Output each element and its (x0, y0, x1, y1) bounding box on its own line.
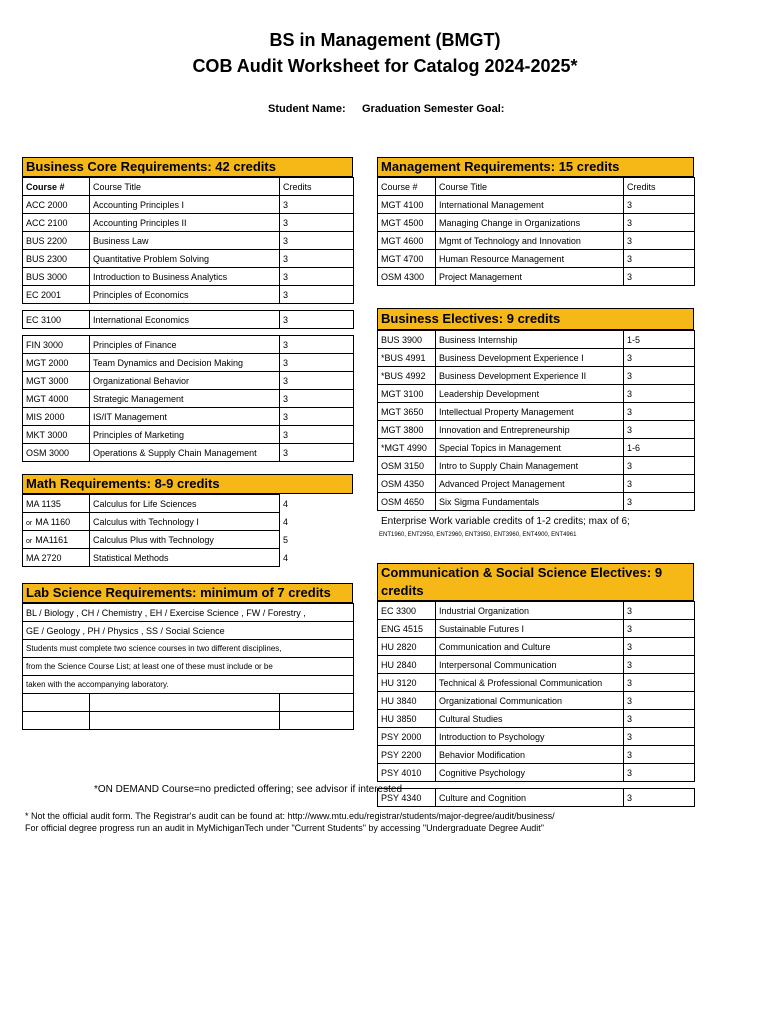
course-credits: 3 (624, 674, 695, 692)
course-credits: 3 (280, 390, 354, 408)
course-credits: 3 (624, 268, 695, 286)
course-credits: 3 (624, 196, 695, 214)
course-title: Industrial Organization (436, 602, 624, 620)
course-title: Intro to Supply Chain Management (436, 457, 624, 475)
table-row (23, 268, 354, 286)
table-row (23, 214, 354, 232)
table-row (23, 372, 354, 390)
course-title: Organizational Behavior (90, 372, 280, 390)
course-number: EC 3100 (23, 311, 90, 329)
table-row (378, 620, 695, 638)
course-credits: 4 (283, 498, 289, 509)
course-title: Principles of Marketing (90, 426, 280, 444)
course-number: ACC 2000 (23, 196, 90, 214)
course-credits: 3 (624, 656, 695, 674)
course-credits: 3 (280, 196, 354, 214)
business-electives-header: Business Electives: 9 credits (377, 308, 694, 330)
course-credits: 3 (280, 336, 354, 354)
course-title: International Management (436, 196, 624, 214)
course-credits: 3 (624, 710, 695, 728)
course-number: BUS 2200 (23, 232, 90, 250)
course-title: Innovation and Entrepreneurship (436, 421, 624, 439)
table-row (23, 408, 354, 426)
course-number: BUS 3000 (23, 268, 90, 286)
course-number: MGT 3100 (378, 385, 436, 403)
management-section (377, 157, 694, 286)
col-title: Course Title (90, 178, 280, 196)
graduation-goal-label: Graduation Semester Goal: (362, 103, 505, 115)
table-row (378, 710, 695, 728)
table-row (23, 549, 354, 567)
course-title: Special Topics in Management (436, 439, 624, 457)
course-title: Cultural Studies (436, 710, 624, 728)
course-credits: 4 (283, 552, 289, 563)
table-row (23, 354, 354, 372)
lab-science-header: Lab Science Requirements: minimum of 7 credits (22, 583, 353, 603)
course-credits: 3 (280, 354, 354, 372)
course-code: MA 1135 (26, 498, 61, 509)
course-code: MA1161 (35, 534, 69, 545)
course-number: PSY 4340 (378, 789, 436, 807)
course-credits: 3 (624, 728, 695, 746)
course-credits: 3 (624, 475, 695, 493)
footnote-registrar: * Not the official audit form. The Registrar's audit can be found at: http://www.mtu.edu/registrar/students/major-degree/audit/business/ (25, 811, 555, 821)
course-number: MGT 4000 (23, 390, 90, 408)
table-row (378, 385, 695, 403)
course-title: Accounting Principles I (90, 196, 280, 214)
course-number: MGT 3000 (23, 372, 90, 390)
course-credits: 3 (624, 349, 695, 367)
course-number: PSY 2200 (378, 746, 436, 764)
table-row (378, 421, 695, 439)
course-number: BUS 3900 (378, 331, 436, 349)
page-subtitle: COB Audit Worksheet for Catalog 2024-2025* (192, 56, 578, 76)
table-row (378, 728, 695, 746)
course-title: Business Development Experience II (436, 367, 624, 385)
table-row (378, 674, 695, 692)
course-credits: 3 (624, 602, 695, 620)
management-header: Management Requirements: 15 credits (377, 157, 694, 177)
course-number: OSM 3000 (23, 444, 90, 462)
col-credits: Credits (624, 178, 695, 196)
course-title: Behavior Modification (436, 746, 624, 764)
course-number: HU 2820 (378, 638, 436, 656)
student-name-label: Student Name: (268, 103, 346, 115)
course-title: Business Development Experience I (436, 349, 624, 367)
business-core-section (22, 157, 353, 462)
course-credits: 3 (624, 250, 695, 268)
table-header-row (378, 178, 695, 196)
course-title: Calculus for Life Sciences (90, 495, 280, 513)
table-row (378, 403, 695, 421)
course-code: MA 1160 (35, 516, 71, 527)
col-title: Course Title (436, 178, 624, 196)
table-row (378, 214, 695, 232)
course-title: IS/IT Management (90, 408, 280, 426)
course-title: Leadership Development (436, 385, 624, 403)
lab-note-1: Students must complete two science courses in two different disciplines, (23, 640, 354, 658)
table-row (23, 286, 354, 304)
course-credits: 3 (624, 232, 695, 250)
course-number: OSM 4650 (378, 493, 436, 511)
course-title: Business Law (90, 232, 280, 250)
alternative-prefix: or (26, 537, 33, 545)
table-row (378, 493, 695, 511)
table-row (23, 531, 354, 549)
course-credits: 3 (280, 250, 354, 268)
table-row (378, 602, 695, 620)
course-number: HU 3120 (378, 674, 436, 692)
course-credits: 3 (624, 385, 695, 403)
course-number: MGT 3650 (378, 403, 436, 421)
course-title: Cognitive Psychology (436, 764, 624, 782)
course-title: Intellectual Property Management (436, 403, 624, 421)
course-title: Culture and Cognition (436, 789, 624, 807)
course-title: Principles of Economics (90, 286, 280, 304)
course-credits: 3 (280, 372, 354, 390)
col-course: Course # (23, 178, 90, 196)
course-number: PSY 2000 (378, 728, 436, 746)
table-row (378, 789, 695, 807)
blank-row (23, 694, 354, 712)
course-title: Human Resource Management (436, 250, 624, 268)
course-title: Operations & Supply Chain Management (90, 444, 280, 462)
table-row (378, 367, 695, 385)
comm-social-table (377, 601, 695, 807)
blank-row (23, 712, 354, 730)
course-credits: 3 (280, 214, 354, 232)
course-credits: 3 (280, 408, 354, 426)
business-electives-section (377, 308, 694, 538)
course-title: Organizational Communication (436, 692, 624, 710)
course-credits: 3 (624, 457, 695, 475)
management-table (377, 177, 695, 286)
course-number: MGT 4100 (378, 196, 436, 214)
course-number: *BUS 4992 (378, 367, 436, 385)
course-number: MGT 4700 (378, 250, 436, 268)
course-title: Calculus Plus with Technology (90, 531, 280, 549)
course-title: Accounting Principles II (90, 214, 280, 232)
course-number (23, 513, 90, 531)
course-number: ACC 2100 (23, 214, 90, 232)
course-credits: 3 (624, 493, 695, 511)
table-row (378, 656, 695, 674)
course-number: HU 3850 (378, 710, 436, 728)
course-credits: 3 (624, 421, 695, 439)
table-row (378, 475, 695, 493)
table-row (23, 426, 354, 444)
course-number: OSM 4350 (378, 475, 436, 493)
lab-science-section (22, 583, 353, 730)
course-credits: 3 (624, 638, 695, 656)
course-credits: 3 (280, 232, 354, 250)
course-title: Managing Change in Organizations (436, 214, 624, 232)
course-title: Mgmt of Technology and Innovation (436, 232, 624, 250)
math-table (22, 494, 354, 567)
table-row (378, 196, 695, 214)
course-number: ENG 4515 (378, 620, 436, 638)
table-row (378, 268, 695, 286)
table-row (378, 457, 695, 475)
table-row (378, 349, 695, 367)
course-title: Strategic Management (90, 390, 280, 408)
table-row (378, 746, 695, 764)
col-credits: Credits (280, 178, 354, 196)
course-title: Quantitative Problem Solving (90, 250, 280, 268)
table-row (23, 513, 354, 531)
lab-note-2: from the Science Course List; at least one of these must include or be (23, 658, 354, 676)
course-number: MGT 4500 (378, 214, 436, 232)
course-number (23, 549, 90, 567)
course-number: MGT 4600 (378, 232, 436, 250)
course-credits: 3 (624, 214, 695, 232)
business-core-header: Business Core Requirements: 42 credits (22, 157, 353, 177)
course-number: OSM 3150 (378, 457, 436, 475)
enterprise-courses: ENT1960, ENT2950, ENT2960, ENT3950, ENT3960, ENT4900, ENT4961 (379, 532, 577, 538)
table-row (378, 638, 695, 656)
table-row (23, 495, 354, 513)
table-header-row (23, 178, 354, 196)
table-row (23, 250, 354, 268)
course-credits: 3 (624, 367, 695, 385)
math-header: Math Requirements: 8-9 credits (22, 474, 353, 494)
course-credits: 3 (624, 403, 695, 421)
course-credits: 1-5 (624, 331, 695, 349)
course-title: Six Sigma Fundamentals (436, 493, 624, 511)
course-title: Advanced Project Management (436, 475, 624, 493)
course-title: Project Management (436, 268, 624, 286)
table-row (23, 232, 354, 250)
course-credits: 3 (624, 746, 695, 764)
course-credits: 3 (280, 426, 354, 444)
table-row (23, 390, 354, 408)
course-code: MA 2720 (26, 552, 62, 563)
course-title: International Economics (90, 311, 280, 329)
lab-disciplines-line2: GE / Geology , PH / Physics , SS / Social Science (23, 622, 354, 640)
course-credits: 3 (624, 692, 695, 710)
course-credits: 5 (283, 534, 289, 545)
course-credits: 3 (280, 268, 354, 286)
course-credits: 3 (624, 620, 695, 638)
table-row (23, 444, 354, 462)
course-title: Communication and Culture (436, 638, 624, 656)
table-row (23, 336, 354, 354)
course-number: BUS 2300 (23, 250, 90, 268)
course-number: *BUS 4991 (378, 349, 436, 367)
math-section (22, 474, 353, 567)
table-row (23, 196, 354, 214)
lab-science-table (22, 603, 354, 730)
on-demand-note: *ON DEMAND Course=no predicted offering; see advisor if interested (94, 784, 403, 795)
business-electives-table (377, 330, 695, 511)
course-number: MGT 3800 (378, 421, 436, 439)
course-number: FIN 3000 (23, 336, 90, 354)
course-credits: 4 (283, 516, 289, 527)
course-number: MIS 2000 (23, 408, 90, 426)
comm-social-header: Communication & Social Science Electives: 9 credits (377, 563, 694, 601)
lab-note-3: taken with the accompanying laboratory. (23, 676, 354, 694)
course-number: EC 3300 (378, 602, 436, 620)
lab-disciplines-line1: BL / Biology , CH / Chemistry , EH / Exercise Science , FW / Forestry , (23, 604, 354, 622)
course-number: HU 3840 (378, 692, 436, 710)
table-row (378, 232, 695, 250)
course-number (23, 495, 90, 513)
business-core-table (22, 177, 354, 462)
footnote-degree-audit: For official degree progress run an audit in MyMichiganTech under "Current Students" by accessing "Undergraduate Degree Audit" (25, 823, 544, 833)
course-number: PSY 4010 (378, 764, 436, 782)
course-number: HU 2840 (378, 656, 436, 674)
col-course: Course # (378, 178, 436, 196)
course-number: EC 2001 (23, 286, 90, 304)
course-title: Statistical Methods (90, 549, 280, 567)
comm-social-section (377, 563, 694, 807)
course-number: MKT 3000 (23, 426, 90, 444)
table-row (23, 311, 354, 329)
course-number: OSM 4300 (378, 268, 436, 286)
course-credits: 3 (280, 311, 354, 329)
course-credits: 3 (280, 444, 354, 462)
course-number: MGT 2000 (23, 354, 90, 372)
page-title: BS in Management (BMGT) (269, 30, 501, 50)
alternative-prefix: or (26, 519, 33, 527)
enterprise-note: Enterprise Work variable credits of 1-2 credits; max of 6; (381, 516, 630, 527)
course-title: Technical & Professional Communication (436, 674, 624, 692)
course-title: Interpersonal Communication (436, 656, 624, 674)
course-title: Introduction to Psychology (436, 728, 624, 746)
table-row (378, 692, 695, 710)
course-title: Sustainable Futures I (436, 620, 624, 638)
course-number: *MGT 4990 (378, 439, 436, 457)
course-credits: 3 (280, 286, 354, 304)
table-row (378, 331, 695, 349)
course-credits: 3 (624, 789, 695, 807)
course-title: Introduction to Business Analytics (90, 268, 280, 286)
course-title: Principles of Finance (90, 336, 280, 354)
course-title: Business Internship (436, 331, 624, 349)
course-credits: 1-6 (624, 439, 695, 457)
course-credits: 3 (624, 764, 695, 782)
table-row (378, 439, 695, 457)
course-title: Calculus with Technology I (90, 513, 280, 531)
course-number (23, 531, 90, 549)
table-row (378, 250, 695, 268)
table-row (378, 764, 695, 782)
course-title: Team Dynamics and Decision Making (90, 354, 280, 372)
